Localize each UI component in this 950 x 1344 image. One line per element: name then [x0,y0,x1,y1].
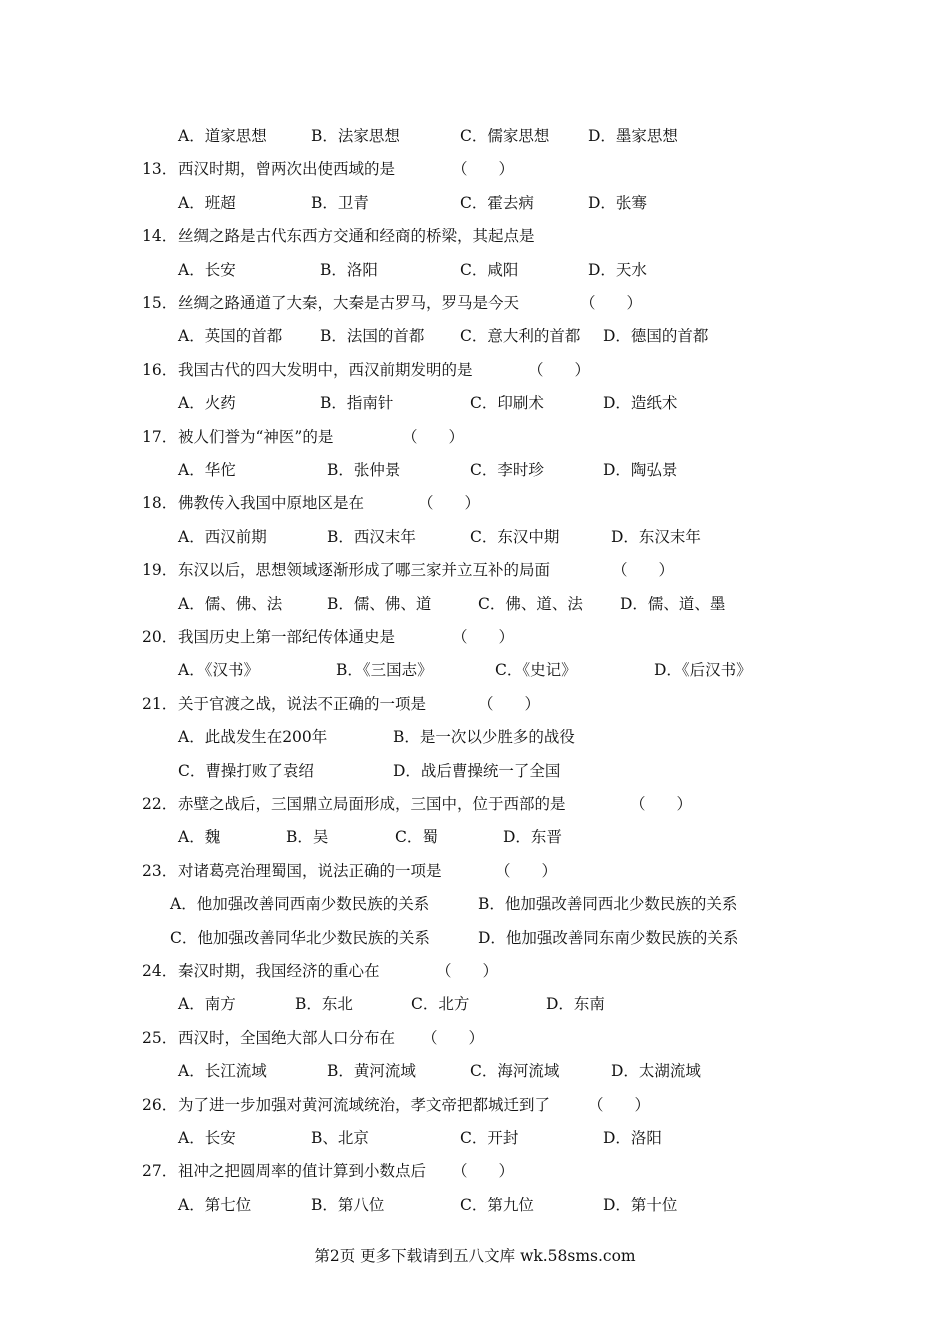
options-row [0,1124,950,1152]
option-a: A．第七位 [178,1195,252,1214]
answer-blank: （ ） [436,962,499,980]
question-number: 15． [142,294,178,312]
option-a: A．道家思想 [178,127,267,145]
question-number: 21． [142,694,178,713]
question-stem [0,790,950,818]
option-c: C．儒家思想 [460,127,550,145]
options-row [0,389,950,417]
option-d: D．陶弘景 [603,461,678,479]
options-row [0,256,950,284]
option-a: A．火药 [178,394,236,413]
option-a: A．儒、佛、法 [178,594,283,613]
options-row [0,890,950,918]
option-d: D．《后汉书》 [654,661,752,680]
options-row [0,823,950,851]
question-number: 16． [142,360,178,379]
question-stem [0,1024,950,1052]
option-b: B．张仲景 [327,461,401,479]
question-text: 为了进一步加强对黄河流域统治，孝文帝把都城迁到了 [178,1095,551,1114]
option-d: D．战后曹操统一了全国 [393,761,561,780]
option-d: D．洛阳 [603,1129,662,1147]
option-c: C．蜀 [395,828,438,847]
options-row [0,189,950,217]
options-row [0,1191,950,1219]
option-d: D．太湖流域 [611,1062,701,1081]
option-b: B．指南针 [320,394,394,413]
option-b: B．洛阳 [320,260,378,279]
question-number: 26． [142,1095,178,1114]
option-a: A．华佗 [178,461,236,479]
question-stem [0,957,950,985]
question-stem [0,155,950,183]
option-b: B．他加强改善同西北少数民族的关系 [478,895,738,914]
answer-blank: （ ） [612,561,675,580]
question-text: 我国古代的四大发明中，西汉前期发明的是 [178,360,473,379]
question-stem [0,489,950,517]
option-d: D．墨家思想 [588,127,678,145]
answer-blank: （ ） [422,1028,485,1047]
option-c: C．意大利的首都 [460,327,581,346]
question-stem [0,1157,950,1185]
question-stem [0,857,950,885]
question-text: 对诸葛亮治理蜀国，说法正确的一项是 [178,861,442,880]
question-text: 赤壁之战后，三国鼎立局面形成，三国中，位于西部的是 [178,795,566,813]
option-c: C．霍去病 [460,193,534,212]
option-c: C．海河流域 [470,1062,560,1081]
answer-blank: （ ） [418,494,481,513]
option-d: D．东南 [546,995,605,1014]
option-b: B．黄河流域 [327,1062,416,1081]
option-c: C．《史记》 [495,661,577,680]
option-d: D．张骞 [588,193,647,212]
option-c: C．第九位 [460,1195,534,1214]
option-a: A．英国的首都 [178,327,283,346]
question-text: 祖冲之把圆周率的值计算到小数点后 [178,1162,427,1181]
option-b: B．西汉末年 [327,527,416,546]
question-number: 13． [142,160,178,179]
option-a: A．班超 [178,193,236,212]
options-row [0,122,950,150]
answer-blank: （ ） [588,1095,651,1114]
answer-blank: （ ） [528,360,591,379]
question-text: 西汉时期，曾两次出使西域的是 [178,160,396,179]
option-d: D．儒、道、墨 [620,594,726,613]
options-row [0,456,950,484]
option-c: C．他加强改善同华北少数民族的关系 [170,928,430,947]
option-a: A．《汉书》 [178,661,259,680]
option-a: A．此战发生在200年 [178,728,328,747]
options-row [0,590,950,618]
options-row [0,757,950,785]
option-c: C．北方 [411,995,470,1014]
option-c: C．印刷术 [470,394,544,413]
question-stem [0,690,950,718]
option-d: D．第十位 [603,1195,678,1214]
option-b: B．法家思想 [311,127,400,145]
question-number: 25． [142,1028,178,1047]
question-stem [0,623,950,651]
question-text: 东汉以后，思想领域逐渐形成了哪三家并立互补的局面 [178,561,551,580]
option-c: C．咸阳 [460,260,519,279]
option-a: A．南方 [178,995,236,1014]
question-number: 19． [142,561,178,580]
question-text: 佛教传入我国中原地区是在 [178,494,365,513]
options-row [0,656,950,684]
question-stem [0,1091,950,1119]
question-number: 17． [142,427,178,446]
options-row [0,1057,950,1085]
answer-blank: （ ） [478,694,541,713]
question-stem [0,423,950,451]
option-a: A．长安 [178,1129,236,1147]
option-b: B．法国的首都 [320,327,425,346]
question-text: 被人们誉为“神医”的是 [178,427,334,446]
option-d: D．东晋 [503,828,562,847]
page-footer: 第2页 更多下载请到五八文库 wk.58sms.com [314,1247,636,1265]
option-b: B．第八位 [311,1195,385,1214]
answer-blank: （ ） [495,861,558,880]
question-number: 23． [142,861,178,880]
question-number: 20． [142,628,178,646]
option-d: D．天水 [588,260,647,279]
option-b: B．吴 [286,828,329,847]
option-c: C．李时珍 [470,461,544,479]
answer-blank: （ ） [452,160,515,179]
option-a: A．他加强改善同西南少数民族的关系 [170,895,430,914]
answer-blank: （ ） [452,628,515,646]
option-a: A．长江流域 [178,1062,267,1081]
option-b: B、北京 [311,1129,369,1147]
option-c: C．开封 [460,1129,519,1147]
question-stem [0,222,950,250]
question-number: 18． [142,494,178,513]
option-d: D．造纸术 [603,394,678,413]
options-row [0,723,950,751]
option-d: D．德国的首都 [603,327,709,346]
options-row [0,924,950,952]
question-number: 14． [142,227,178,246]
question-text: 秦汉时期，我国经济的重心在 [178,962,380,980]
question-number: 24． [142,962,178,980]
option-c: C．佛、道、法 [478,594,583,613]
options-row [0,523,950,551]
option-a: A．西汉前期 [178,527,267,546]
options-row [0,322,950,350]
question-text: 关于官渡之战，说法不正确的一项是 [178,694,427,713]
question-stem [0,556,950,584]
option-b: B．东北 [295,995,353,1014]
answer-blank: （ ） [452,1162,515,1181]
question-stem [0,289,950,317]
question-number: 27． [142,1162,178,1181]
answer-blank: （ ） [580,294,643,312]
option-b: B．儒、佛、道 [327,594,432,613]
question-stem [0,356,950,384]
question-text: 西汉时，全国绝大部人口分布在 [178,1028,396,1047]
option-d: D．东汉末年 [611,527,701,546]
option-a: A．魏 [178,828,221,847]
option-d: D．他加强改善同东南少数民族的关系 [478,928,739,947]
option-b: B．《三国志》 [336,661,433,680]
option-b: B．卫青 [311,193,369,212]
option-b: B．是一次以少胜多的战役 [393,728,575,747]
option-a: A．长安 [178,260,236,279]
question-number: 22． [142,795,178,813]
option-c: C．曹操打败了袁绍 [178,761,314,780]
option-c: C．东汉中期 [470,527,560,546]
question-text: 我国历史上第一部纪传体通史是 [178,628,396,646]
question-text: 丝绸之路是古代东西方交通和经商的桥梁，其起点是 [178,227,535,246]
answer-blank: （ ） [630,795,693,813]
options-row [0,990,950,1018]
answer-blank: （ ） [402,427,465,446]
question-text: 丝绸之路通道了大秦，大秦是古罗马，罗马是今天 [178,294,520,312]
